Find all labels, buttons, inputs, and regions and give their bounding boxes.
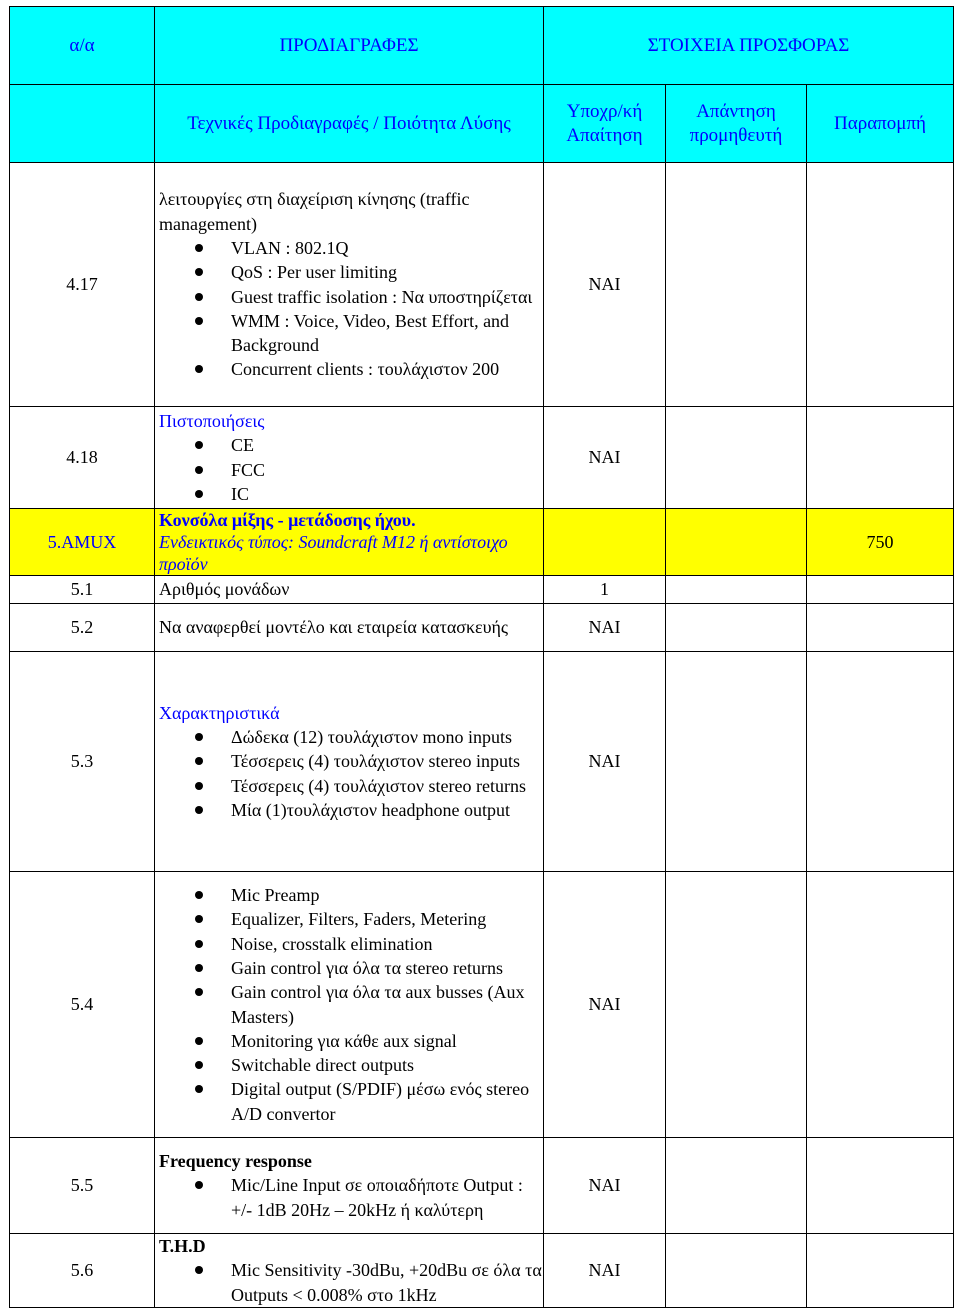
row-title: Κονσόλα μίξης - μετάδοσης ήχου. (159, 510, 416, 530)
answer-cell[interactable] (666, 604, 807, 652)
requirement-cell: ΝΑΙ (544, 1138, 666, 1234)
list-item: Δώδεκα (12) τουλάχιστον mono inputs (231, 725, 543, 749)
requirement-cell: ΝΑΙ (544, 652, 666, 872)
bullet-list (159, 1258, 543, 1307)
answer-cell[interactable] (666, 872, 807, 1138)
row-title: T.H.D (159, 1236, 206, 1256)
requirement-cell: ΝΑΙ (544, 604, 666, 652)
list-item: FCC (231, 458, 543, 482)
reference-cell: 750 (807, 509, 954, 576)
reference-cell (807, 604, 954, 652)
reference-cell (807, 407, 954, 509)
bullet-list (159, 883, 543, 1126)
reference-cell (807, 652, 954, 872)
list-item: Digital output (S/PDIF) μέσω ενός stereo A/D convertor (231, 1077, 543, 1126)
reference-cell (807, 576, 954, 604)
answer-cell[interactable] (666, 163, 807, 407)
row-number: 5.AMUX (10, 509, 155, 576)
header-sub-empty (10, 85, 155, 163)
row-title: Frequency response (159, 1151, 312, 1172)
row-description (155, 872, 544, 1138)
reference-cell (807, 1138, 954, 1234)
list-item: Guest traffic isolation : Να υποστηρίζεται (231, 285, 543, 309)
header-ref: Παραπομπή (807, 85, 954, 163)
list-item: Gain control για όλα τα stereo returns (231, 956, 543, 980)
reference-cell (807, 872, 954, 1138)
header-offer: ΣΤΟΙΧΕΙΑ ΠΡΟΣΦΟΡΑΣ (544, 7, 954, 85)
list-item: WMM : Voice, Video, Best Effort, and Background (231, 309, 543, 358)
list-item: Gain control για όλα τα aux busses (Aux Masters) (231, 980, 543, 1029)
row-number: 5.3 (10, 652, 155, 872)
list-item: Mic Sensitivity -30dBu, +20dBu σε όλα τα Outputs < 0.008% στο 1kHz (231, 1258, 543, 1307)
row-subtitle: Ενδεικτικός τύπος: Soundcraft M12 ή αντίστοιχο προϊόν (159, 532, 508, 574)
answer-cell[interactable] (666, 1138, 807, 1234)
row-number: 5.5 (10, 1138, 155, 1234)
table-row-5-2 (10, 604, 954, 652)
list-item: Τέσσερεις (4) τουλάχιστον stereo returns (231, 774, 543, 798)
bullet-list (159, 236, 543, 382)
row-number: 4.18 (10, 407, 155, 509)
list-item: CE (231, 433, 543, 457)
row-title: Χαρακτηριστικά (159, 702, 280, 723)
row-number: 4.17 (10, 163, 155, 407)
row-title: Πιστοποιήσεις (159, 410, 265, 431)
answer-cell (666, 509, 807, 576)
requirement-cell: ΝΑΙ (544, 872, 666, 1138)
table-row-5-5 (10, 1138, 954, 1234)
answer-cell[interactable] (666, 407, 807, 509)
requirement-cell: ΝΑΙ (544, 1234, 666, 1308)
row-description (155, 1234, 544, 1308)
table-row-4-18 (10, 407, 954, 509)
list-item: Concurrent clients : τουλάχιστον 200 (231, 357, 543, 381)
specifications-table (9, 6, 954, 1308)
row-description (155, 1138, 544, 1234)
header-row-sub (10, 85, 954, 163)
row-number: 5.6 (10, 1234, 155, 1308)
list-item: Τέσσερεις (4) τουλάχιστον stereo inputs (231, 749, 543, 773)
requirement-cell: ΝΑΙ (544, 407, 666, 509)
bullet-list (159, 725, 543, 822)
header-answer: Απάντηση προμηθευτή (666, 85, 807, 163)
list-item: Monitoring για κάθε aux signal (231, 1029, 543, 1053)
table-row-5-amux (10, 509, 954, 576)
row-description (155, 163, 544, 407)
header-specs: ΠΡΟΔΙΑΓΡΑΦΕΣ (155, 7, 544, 85)
table-row-5-6 (10, 1234, 954, 1308)
row-number: 5.1 (10, 576, 155, 604)
table-row-5-1 (10, 576, 954, 604)
reference-cell (807, 1234, 954, 1308)
table-row-5-3 (10, 652, 954, 872)
answer-cell[interactable] (666, 576, 807, 604)
bullet-list (159, 1173, 543, 1222)
list-item: VLAN : 802.1Q (231, 236, 543, 260)
answer-cell[interactable] (666, 1234, 807, 1308)
header-row-main (10, 7, 954, 85)
bullet-list (159, 433, 543, 506)
row-description: Αριθμός μονάδων (155, 576, 544, 604)
row-number: 5.2 (10, 604, 155, 652)
reference-cell (807, 163, 954, 407)
requirement-cell (544, 509, 666, 576)
list-item: Noise, crosstalk elimination (231, 932, 543, 956)
list-item: IC (231, 482, 543, 506)
list-item: Mic/Line Input σε οποιαδήποτε Output : +/- 1dB 20Hz – 20kHz ή καλύτερη (231, 1173, 543, 1222)
table-row-4-17 (10, 163, 954, 407)
row-description (155, 509, 544, 576)
list-item: Μία (1)τουλάχιστον headphone output (231, 798, 543, 822)
list-item: QoS : Per user limiting (231, 260, 543, 284)
list-item: Mic Preamp (231, 883, 543, 907)
row-description (155, 652, 544, 872)
answer-cell[interactable] (666, 652, 807, 872)
requirement-cell: 1 (544, 576, 666, 604)
row-number: 5.4 (10, 872, 155, 1138)
row-intro: λειτουργίες στη διαχείριση κίνησης (traffic management) (159, 189, 470, 234)
row-description (155, 407, 544, 509)
table-row-5-4 (10, 872, 954, 1138)
requirement-cell: ΝΑΙ (544, 163, 666, 407)
list-item: Equalizer, Filters, Faders, Metering (231, 907, 543, 931)
header-tech: Τεχνικές Προδιαγραφές / Ποιότητα Λύσης (155, 85, 544, 163)
header-aa: α/α (10, 7, 155, 85)
list-item: Switchable direct outputs (231, 1053, 543, 1077)
row-description: Να αναφερθεί μοντέλο και εταιρεία κατασκευής (155, 604, 544, 652)
header-req: Υποχρ/κή Απαίτηση (544, 85, 666, 163)
